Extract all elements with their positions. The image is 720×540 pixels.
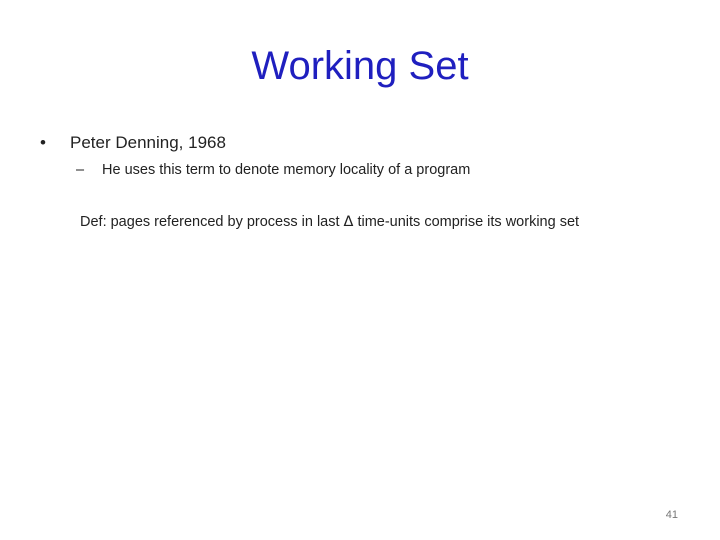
sub-bullet-item <box>76 158 470 182</box>
delta-symbol: Δ <box>343 214 354 230</box>
slide-title: Working Set <box>251 44 469 88</box>
bullet-text: Peter Denning, 1968 <box>70 133 226 152</box>
dash-marker: – <box>76 162 85 178</box>
bullet-item <box>40 130 226 156</box>
definition-line <box>80 210 579 234</box>
definition-text-end: time-units comprise its working set <box>357 214 580 230</box>
slide-number: 41 <box>665 509 678 521</box>
definition-text-start: Def: pages referenced by process in last <box>80 214 340 230</box>
sub-bullet-text: He uses this term to denote memory locality of a program <box>102 162 471 178</box>
bullet-marker: • <box>40 133 46 152</box>
